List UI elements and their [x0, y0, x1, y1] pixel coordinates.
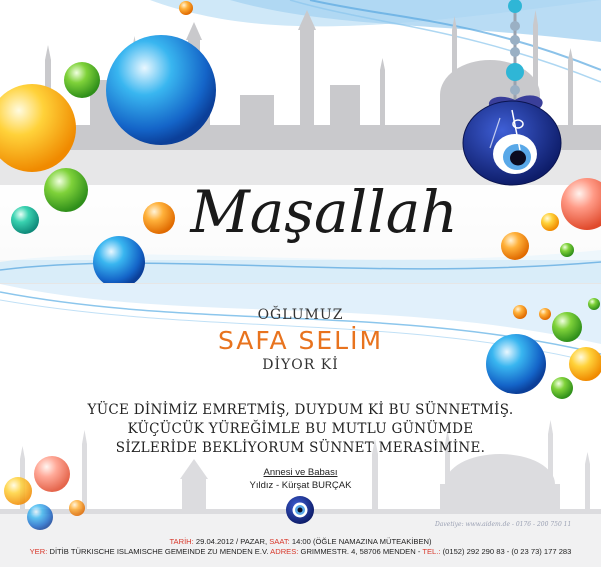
evil-eye-icon — [286, 496, 314, 524]
place-value: DİTİB TÜRKISCHE ISLAMISCHE GEMEINDE ZU MENDEN E.V. — [47, 547, 271, 556]
intro-line: OĞLUMUZ — [257, 307, 344, 323]
event-place-line — [0, 547, 601, 556]
poem-line-2: KÜÇÜCÜK YÜREĞİMLE BU MUTLU GÜNÜMDE — [127, 421, 474, 437]
time-label: SAAT: — [269, 537, 290, 546]
place-label: YER: — [29, 547, 48, 556]
address-label: ADRES: — [270, 547, 299, 556]
poem-line-3: SİZLERİDE BEKLİYORUM SÜNNET MERASİMİNE. — [115, 440, 486, 456]
poem-line-1: YÜCE DİNİMİZ EMRETMİŞ, DUYDUM Kİ BU SÜNNETMİŞ. — [87, 402, 514, 418]
says-line: DİYOR Kİ — [262, 357, 339, 373]
invitation-panel — [0, 283, 601, 567]
address-value: GRIMMESTR. 4, 58706 MENDEN - — [298, 547, 423, 556]
parents-names: Yıldız - Kürşat BURÇAK — [249, 480, 352, 491]
date-value: 29.04.2012 / PAZAR, — [193, 537, 270, 546]
card-title: Maşallah — [190, 178, 458, 246]
date-label: TARİH: — [169, 537, 194, 546]
cover-art — [0, 0, 601, 283]
tel-label: TEL.: — [422, 547, 441, 556]
child-name: SAFA SELİM — [217, 326, 384, 355]
time-value: 14:00 (ÖĞLE NAMAZINA MÜTEAKİBEN) — [289, 537, 432, 546]
tel-value: (0152) 292 290 83 - (0 23 73) 177 283 — [440, 547, 572, 556]
event-date-line — [0, 537, 601, 546]
designer-credit: Davetiye: www.aidem.de - 0176 - 200 750 11 — [435, 521, 572, 528]
cover-panel — [0, 0, 601, 283]
parents-title: Annesi ve Babası — [263, 467, 338, 478]
